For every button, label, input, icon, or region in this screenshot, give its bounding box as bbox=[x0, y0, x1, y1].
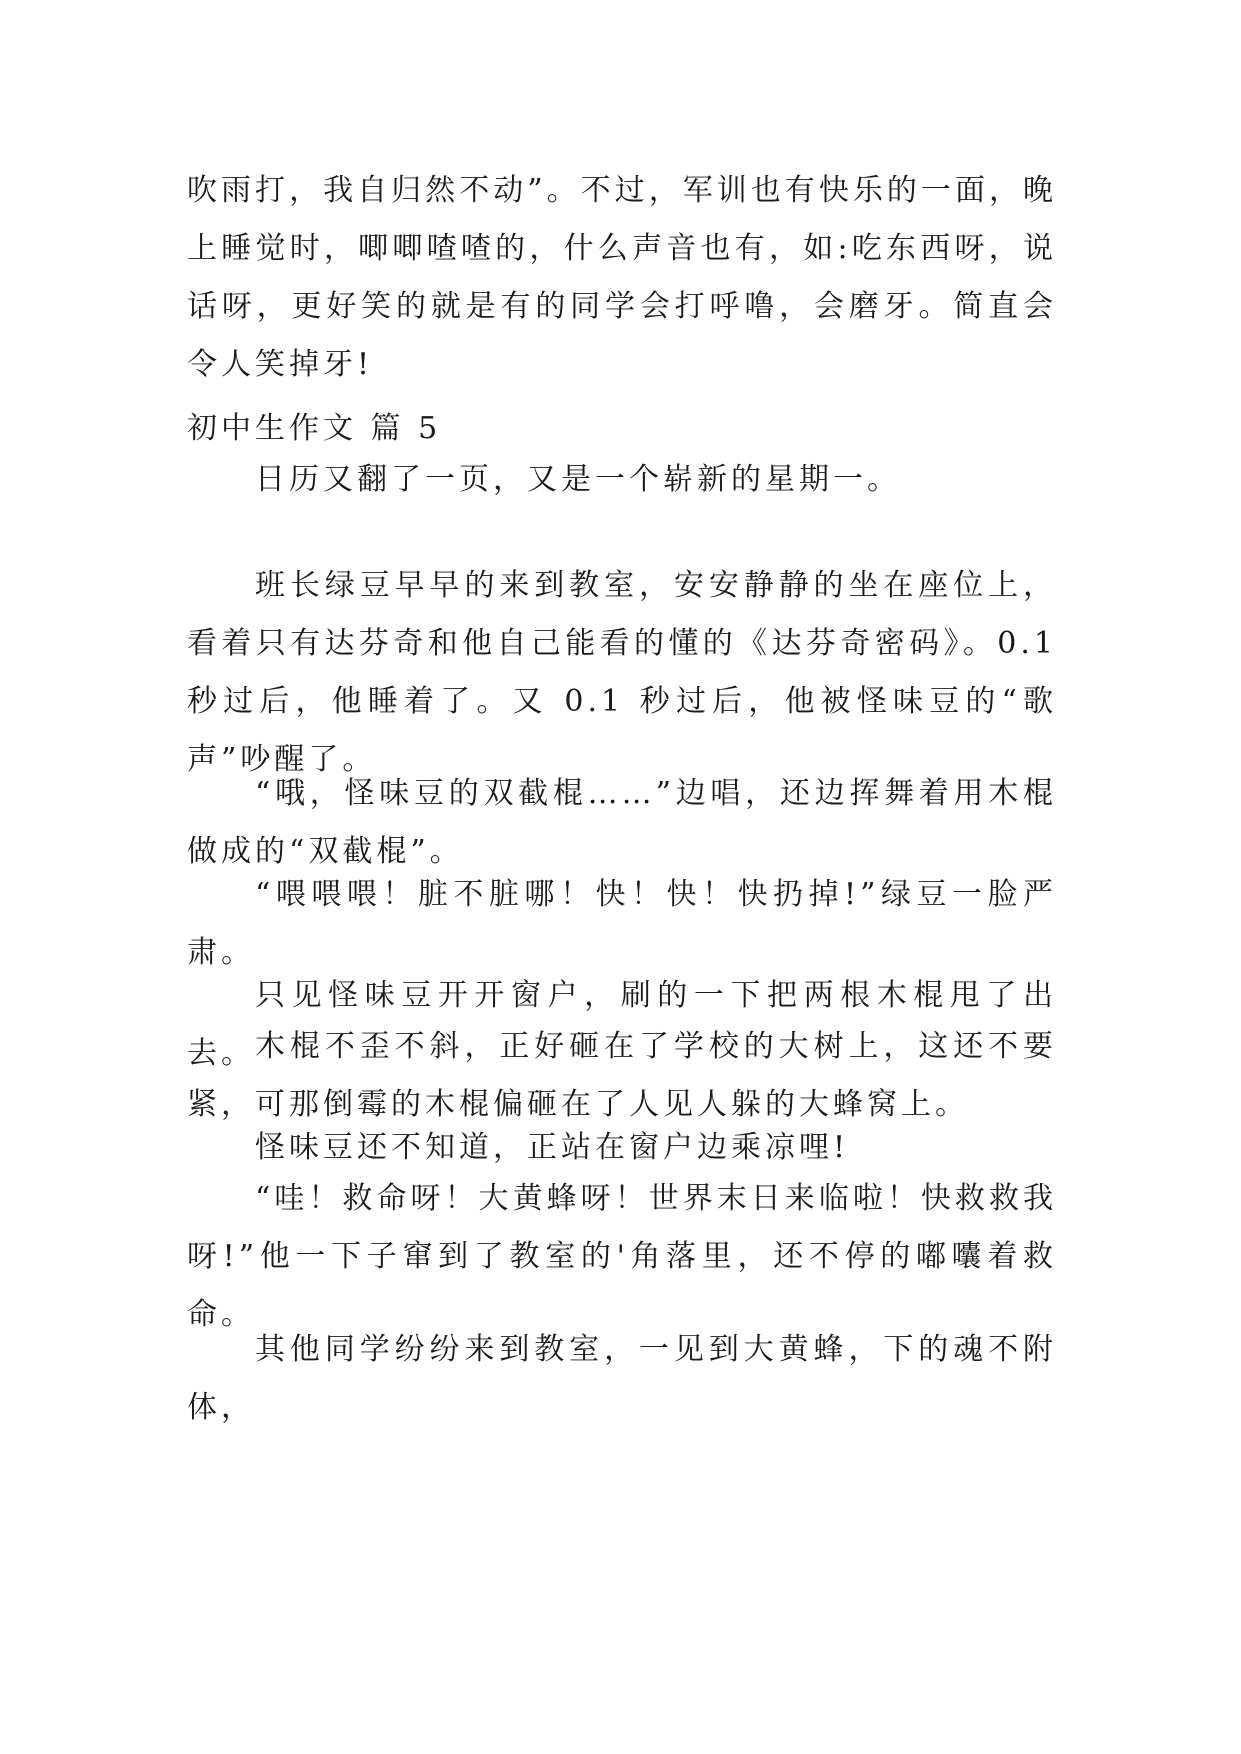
paragraph-5: 只见怪味豆开开窗户，刷的一下把两根木棍甩了出去。 bbox=[187, 978, 1057, 1071]
continued-paragraph: 吹雨打，我自归然不动”。不过，军训也有快乐的一面，晚上睡觉时，唧唧喳喳的，什么声音也有，如:吃东西呀，说话呀，更好笑的就是有的同学会打呼噜，会磨牙。简直会令人笑掉牙! bbox=[187, 173, 1057, 382]
paragraph-2: 班长绿豆早早的来到教室，安安静静的坐在座位上，看着只有达芬奇和他自己能看的懂的《达芬奇密码》。0.1 秒过后，他睡着了。又 0.1 秒过后，他被怪味豆的“歌声”吵醒了。 bbox=[187, 568, 1057, 777]
section-heading: 初中生作文 篇 5 bbox=[187, 411, 442, 446]
paragraph-9: 其他同学纷纷来到教室，一见到大黄蜂，下的魂不附体， bbox=[187, 1332, 1057, 1425]
paragraph-4: “喂喂喂！脏不脏哪！快！快！快扔掉!”绿豆一脸严肃。 bbox=[187, 877, 1057, 970]
paragraph-6: 木棍不歪不斜，正好砸在了学校的大树上，这还不要紧，可那倒霉的木棍偏砸在了人见人躲的大蜂窝上。 bbox=[187, 1029, 1057, 1122]
paragraph-8: “哇！救命呀！大黄蜂呀！世界末日来临啦！快救救我呀!”他一下子窜到了教室的'角落里，还不停的嘟囔着救命。 bbox=[187, 1181, 1057, 1332]
paragraph-1: 日历又翻了一页，又是一个崭新的星期一。 bbox=[255, 462, 901, 497]
paragraph-3: “哦，怪味豆的双截棍……”边唱，还边挥舞着用木棍做成的“双截棍”。 bbox=[187, 776, 1057, 869]
paragraph-7: 怪味豆还不知道，正站在窗户边乘凉哩! bbox=[255, 1130, 850, 1165]
